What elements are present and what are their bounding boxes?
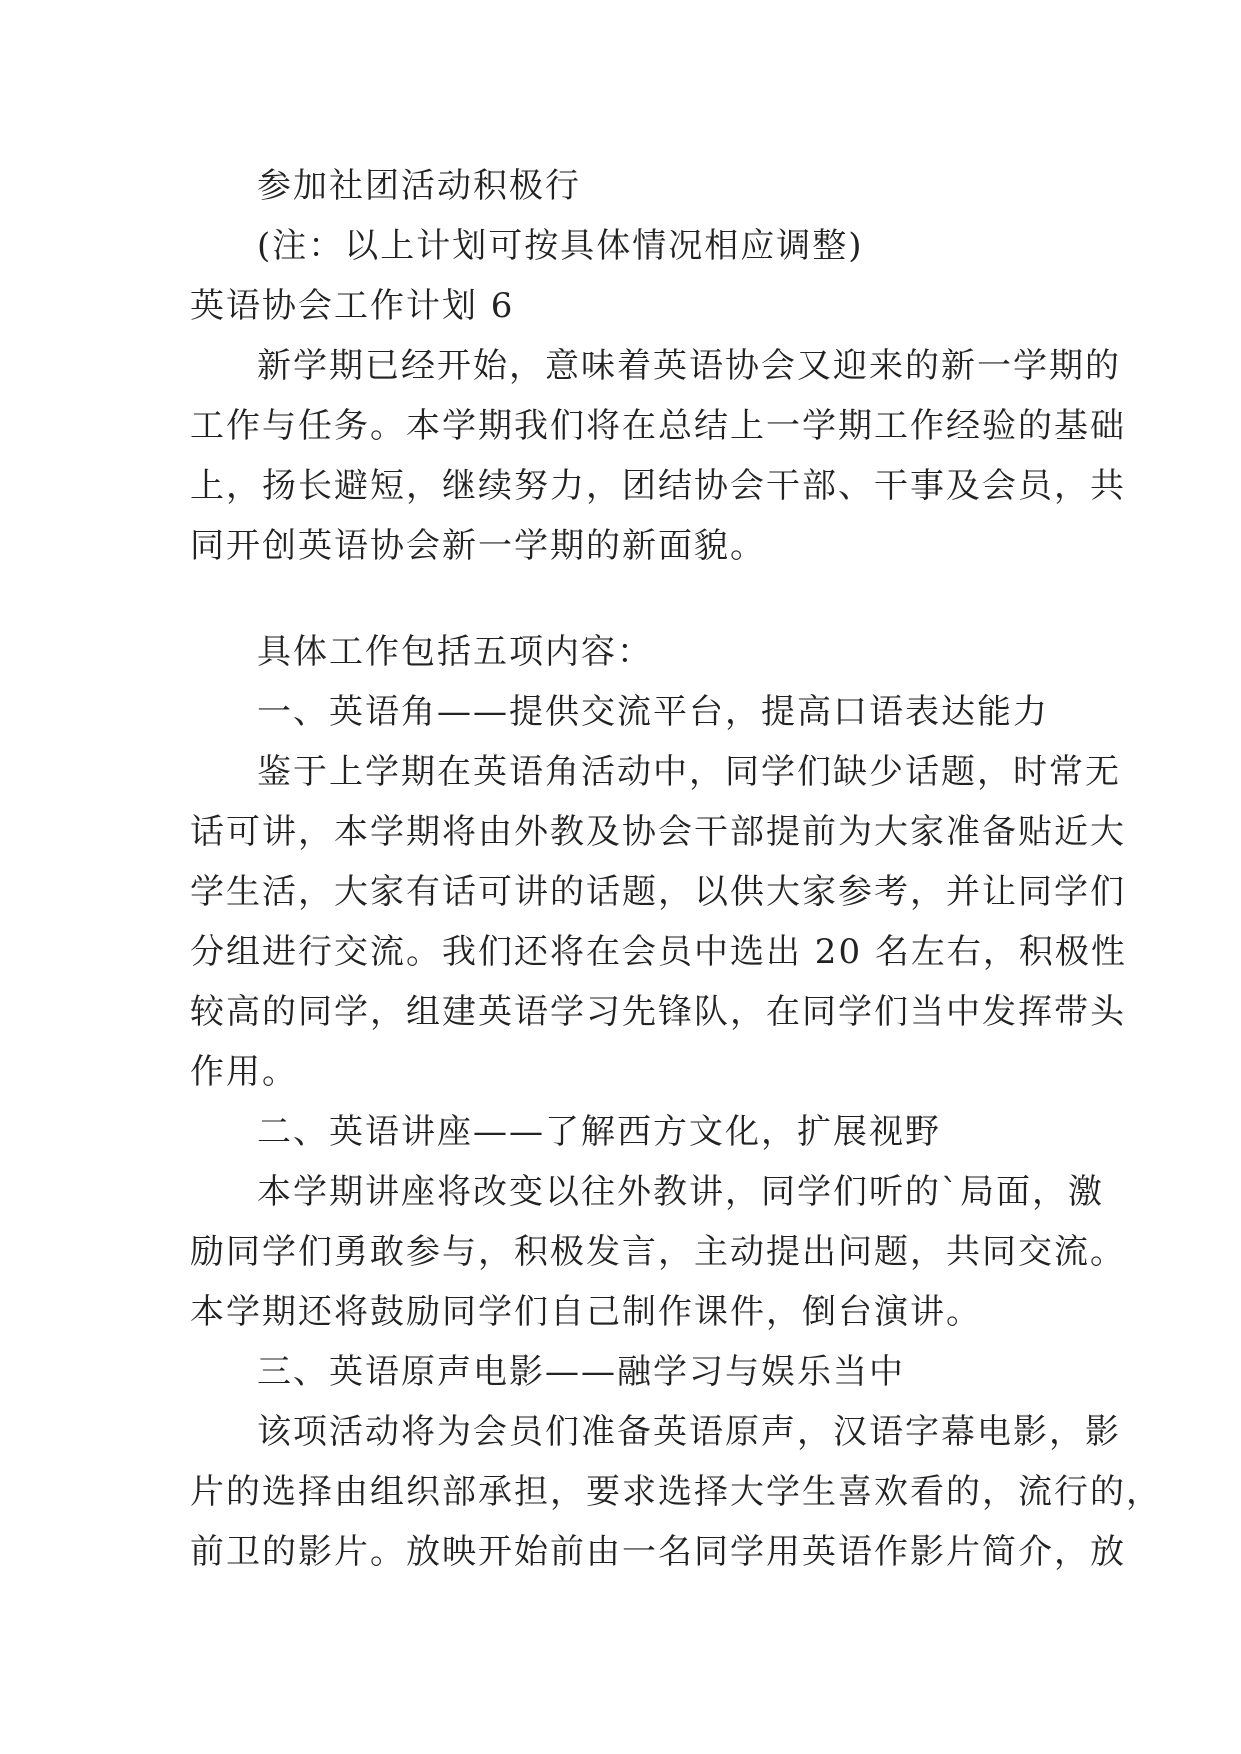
text-line: 本学期还将鼓励同学们自己制作课件，倒台演讲。 [190, 1292, 982, 1332]
text-line: 较高的同学，组建英语学习先锋队，在同学们当中发挥带头 [190, 992, 1126, 1032]
text-line: 参加社团活动积极行 [257, 166, 581, 206]
text-line: 工作与任务。本学期我们将在总结上一学期工作经验的基础 [190, 406, 1126, 446]
text-line: 前卫的影片。放映开始前由一名同学用英语作影片简介，放 [190, 1532, 1126, 1572]
text-line: 片的选择由组织部承担，要求选择大学生喜欢看的，流行的， [190, 1472, 1162, 1512]
text-line: 该项活动将为会员们准备英语原声，汉语字幕电影，影 [257, 1412, 1121, 1452]
text-line: (注：以上计划可按具体情况相应调整) [257, 226, 864, 266]
item-heading: 二、英语讲座——了解西方文化，扩展视野 [257, 1112, 941, 1152]
text-line: 鉴于上学期在英语角活动中，同学们缺少话题，时常无 [257, 752, 1121, 792]
text-line: 作用。 [190, 1052, 298, 1092]
text-line: 励同学们勇敢参与，积极发言，主动提出问题，共同交流。 [190, 1232, 1126, 1272]
item-heading: 三、英语原声电影——融学习与娱乐当中 [257, 1352, 905, 1392]
item-heading: 一、英语角——提供交流平台，提高口语表达能力 [257, 692, 1049, 732]
text-line: 本学期讲座将改变以往外教讲，同学们听的`局面，激 [257, 1172, 1104, 1212]
section-heading: 英语协会工作计划 6 [190, 286, 515, 326]
text-line: 上，扬长避短，继续努力，团结协会干部、干事及会员，共 [190, 466, 1126, 506]
text-line: 学生活，大家有话可讲的话题，以供大家参考，并让同学们 [190, 872, 1126, 912]
text-line: 分组进行交流。我们还将在会员中选出 20 名左右，积极性 [190, 932, 1127, 972]
text-line: 新学期已经开始，意味着英语协会又迎来的新一学期的 [257, 346, 1121, 386]
text-line: 同开创英语协会新一学期的新面貌。 [190, 526, 766, 566]
text-line: 具体工作包括五项内容： [257, 632, 653, 672]
text-line: 话可讲，本学期将由外教及协会干部提前为大家准备贴近大 [190, 812, 1126, 852]
